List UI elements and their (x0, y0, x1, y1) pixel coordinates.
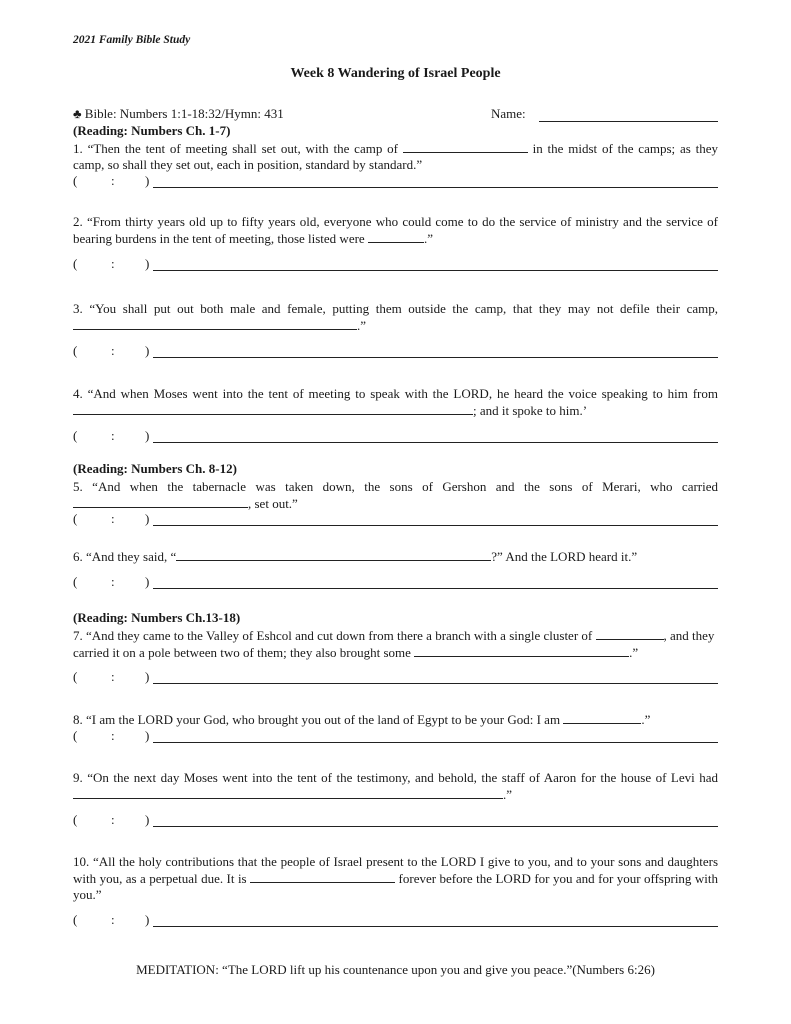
question-10 (73, 854, 718, 903)
ref-colon: : (111, 812, 115, 827)
ref-colon: : (111, 343, 115, 358)
question-text: 1. “Then the tent of meeting shall set out, with the camp of (73, 141, 403, 156)
question-7 (73, 627, 718, 661)
ref-close: ) (145, 343, 150, 358)
question-text: 8. “I am the LORD your God, who brought you out of the land of Egypt to be your God: I am (73, 712, 564, 727)
answer-line[interactable] (153, 742, 718, 743)
answer-line[interactable] (153, 357, 718, 358)
reference-line (73, 728, 718, 744)
question-text: forever before the LORD for you and for your offspring with you.” (73, 871, 718, 902)
answer-blank[interactable] (73, 495, 248, 508)
reference-line (73, 669, 718, 685)
question-5 (73, 479, 718, 512)
ref-open: ( (73, 428, 78, 443)
ref-open: ( (73, 343, 78, 358)
name-label: Name: (491, 106, 526, 121)
reference-line (73, 812, 718, 828)
question-2 (73, 214, 718, 247)
question-text: 10. “All the holy contributions that the people of Israel present to the LORD I give to you, and to your sons and daughters with you, as a perpetual due. It is (73, 854, 718, 886)
ref-close: ) (145, 812, 150, 827)
ref-colon: : (111, 173, 115, 188)
ref-close: ) (145, 428, 150, 443)
answer-line[interactable] (153, 187, 718, 188)
answer-blank[interactable] (403, 140, 528, 153)
reference-line (73, 256, 718, 272)
question-text: , set out.” (248, 496, 298, 511)
page-title: Week 8 Wandering of Israel People (290, 66, 501, 81)
ref-open: ( (73, 574, 78, 589)
answer-blank[interactable] (250, 870, 395, 883)
reference-line (73, 574, 718, 590)
name-field[interactable] (539, 121, 718, 122)
question-text: 5. “And when the tabernacle was taken down, the sons of Gershon and the sons of Merari, who carried (73, 479, 718, 494)
answer-blank[interactable] (563, 711, 641, 724)
bible-reference: ♣ Bible: Numbers 1:1-18:32/Hymn: 431 (73, 106, 284, 121)
reference-line (73, 428, 718, 444)
ref-close: ) (145, 912, 150, 927)
answer-line[interactable] (153, 926, 718, 927)
ref-open: ( (73, 728, 78, 743)
answer-line[interactable] (153, 826, 718, 827)
answer-line[interactable] (153, 525, 718, 526)
question-text: .” (629, 645, 639, 660)
section-heading-2: (Reading: Numbers Ch. 8-12) (73, 461, 237, 476)
answer-blank[interactable] (73, 317, 357, 330)
question-text: 7. “And they came to the Valley of Eshcol and cut down from there a branch with a single cluster of (73, 628, 596, 643)
answer-line[interactable] (153, 683, 718, 684)
question-text: .” (357, 318, 367, 333)
ref-open: ( (73, 812, 78, 827)
ref-colon: : (111, 728, 115, 743)
answer-blank[interactable] (73, 786, 503, 799)
ref-colon: : (111, 669, 115, 684)
question-text: .” (503, 787, 513, 802)
ref-colon: : (111, 574, 115, 589)
ref-close: ) (145, 511, 150, 526)
question-text: 6. “And they said, “ (73, 549, 177, 564)
answer-line[interactable] (153, 442, 718, 443)
ref-open: ( (73, 669, 78, 684)
ref-close: ) (145, 728, 150, 743)
header-note: 2021 Family Bible Study (73, 34, 191, 46)
question-6 (73, 548, 718, 565)
question-1 (73, 140, 718, 173)
question-text: 3. “You shall put out both male and female, putting them outside the camp, that they may not defile their camp, (73, 301, 718, 316)
ref-close: ) (145, 173, 150, 188)
answer-blank[interactable] (176, 548, 491, 561)
question-8 (73, 711, 718, 728)
answer-blank[interactable] (368, 230, 424, 243)
ref-colon: : (111, 428, 115, 443)
reference-line (73, 511, 718, 527)
question-text: , and they carried it on a pole between two of them; they also brought some (73, 628, 715, 660)
question-text: 2. “From thirty years old up to fifty years old, everyone who could come to do the service of ministry and the service of bearing burdens in the tent of meeting, those listed were (73, 214, 718, 246)
question-3 (73, 301, 718, 334)
question-text: in the midst of the camps; as they camp, so shall they set out, each in position, standard by standard.” (73, 141, 718, 172)
ref-open: ( (73, 173, 78, 188)
ref-open: ( (73, 256, 78, 271)
reference-line (73, 912, 718, 928)
info-line (73, 106, 718, 123)
question-text: ?” And the LORD heard it.” (491, 549, 638, 564)
ref-colon: : (111, 256, 115, 271)
question-9 (73, 770, 718, 803)
ref-open: ( (73, 912, 78, 927)
question-text: ; and it spoke to him.’ (473, 403, 588, 418)
answer-blank[interactable] (414, 644, 629, 657)
reference-line (73, 173, 718, 189)
answer-line[interactable] (153, 270, 718, 271)
question-text: .” (641, 712, 651, 727)
ref-close: ) (145, 574, 150, 589)
ref-close: ) (145, 669, 150, 684)
reference-line (73, 343, 718, 359)
ref-close: ) (145, 256, 150, 271)
ref-colon: : (111, 912, 115, 927)
answer-line[interactable] (153, 588, 718, 589)
question-text: 4. “And when Moses went into the tent of meeting to speak with the LORD, he heard the voice speaking to him from (73, 386, 718, 401)
answer-blank[interactable] (596, 627, 664, 640)
question-text: 9. “On the next day Moses went into the tent of the testimony, and behold, the staff of Aaron for the house of Levi had (73, 770, 718, 785)
answer-blank[interactable] (73, 402, 473, 415)
ref-open: ( (73, 511, 78, 526)
question-4 (73, 386, 718, 419)
ref-colon: : (111, 511, 115, 526)
section-heading-1: (Reading: Numbers Ch. 1-7) (73, 123, 231, 138)
section-heading-3: (Reading: Numbers Ch.13-18) (73, 610, 241, 625)
meditation-verse: MEDITATION: “The LORD lift up his countenance upon you and give you peace.”(Numbers 6:26) (136, 962, 655, 977)
question-text: .” (423, 231, 433, 246)
